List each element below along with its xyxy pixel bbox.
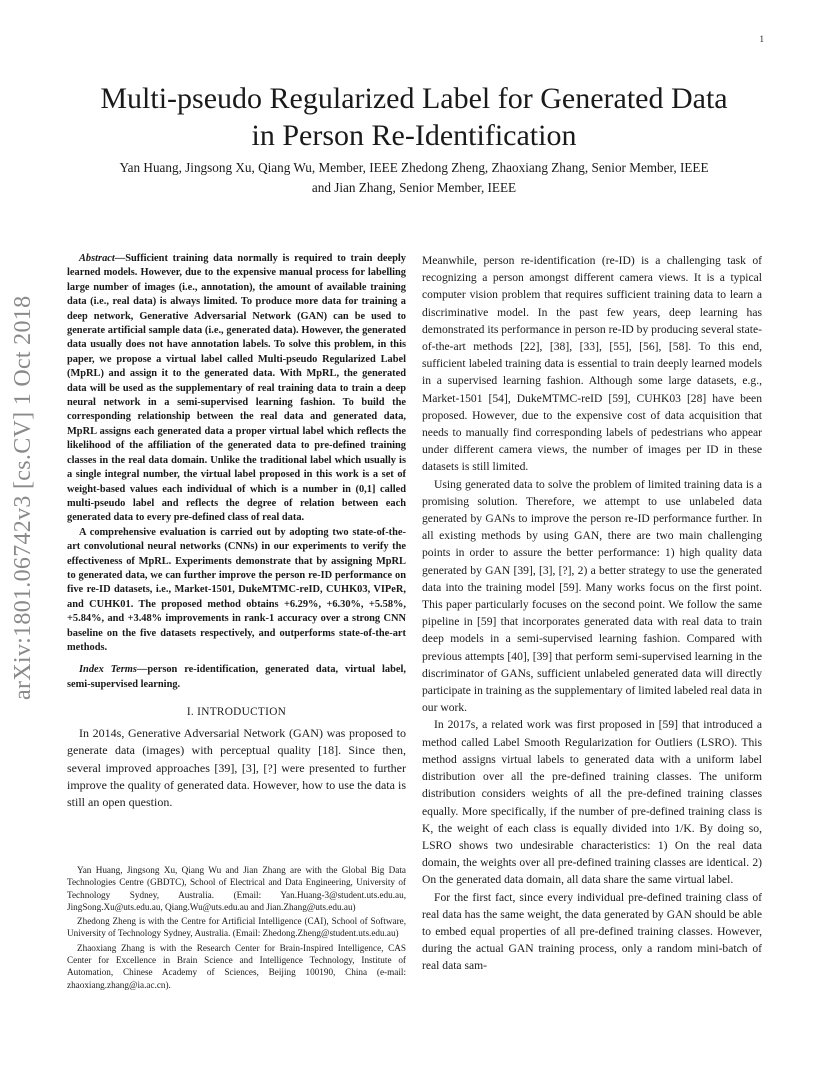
- authors: [40, 158, 788, 198]
- intro-paragraph-left: In 2014s, Generative Adversarial Network (GAN) was proposed to generate data (images) with perceptual quality [18]. Since then, several improved approaches [39], [3], [?] were presented to further improve the quality of generated data. However, how to use the data is still an open question.: [67, 725, 406, 810]
- footnotes: [67, 864, 406, 993]
- abstract-label: Abstract: [79, 253, 115, 264]
- right-paragraph-1: Meanwhile, person re-identification (re-ID) is a challenging task of recognizing a person amongst different camera views. It is a typical computer vision problem that requires sufficient training data to learn a discriminative model. In the past few years, deep learning has demonstrated its performance in person re-ID by producing several state-of-the-art methods [22], [38], [33], [55], [56], [58]. To this end, sufficient labeled training data is essential to train deeply learned models in a supervised learning fashion. Although some large datasets, e.g., Market-1501 [54], DukeMTMC-reID [59], CUHK03 [28] have been proposed. However, due to the expensive cost of data acquisition that needs to manually find corresponding labels of pedestrians who appear under different camera views, the number of images per ID in these datasets is still limited.: [422, 254, 762, 474]
- title-line-2: in Person Re-Identification: [251, 119, 577, 152]
- footnote-2: Zhedong Zheng is with the Centre for Artificial Intelligence (CAI), School of Software, University of Technology Sydney, Australia. (Email: Zhedong.Zheng@student.uts.edu.au): [67, 916, 406, 939]
- authors-line-1: Yan Huang, Jingsong Xu, Qiang Wu, Member, IEEE Zhedong Zheng, Zhaoxiang Zhang, Senior Member, IEEE: [119, 160, 709, 175]
- right-paragraph-3: In 2017s, a related work was first proposed in [59] that introduced a method called Label Smooth Regularization for Outliers (LSRO). This method assigns virtual labels to generated data with a uniform label distribution over all the pre-defined training classes. The uniform distribution considers weights of all the pre-defined training classes equally. More specifically, if the number of pre-defined training class is K, the weight of each class is equally divided into 1/K. By doing so, LSRO shows two undesirable characteristics: 1) On the real data domain, the weights over all pre-defined training classes are identical. 2) On the generated data domain, all data share the same virtual label.: [422, 718, 762, 887]
- right-paragraph-4: For the first fact, since every individual pre-defined training class of real data has the same weight, the data generated by GAN should be able to embed equal properties of all pre-defined training classes. However, during the actual GAN training process, only a random mini-batch of real data sam-: [422, 890, 762, 973]
- authors-line-2: and Jian Zhang, Senior Member, IEEE: [311, 180, 517, 195]
- footnote-1: Yan Huang, Jingsong Xu, Qiang Wu and Jian Zhang are with the Global Big Data Technologies Centre (GBDTC), School of Electrical and Data Engineering, University of Technology Sydney, Australia. (Email: Yan.Huang-3@student.uts.edu.au, JingSong.Xu@uts.edu.au, Qiang.Wu@uts.edu.au and Jian.Zhang@uts.edu.au): [67, 865, 406, 912]
- left-column: [67, 252, 406, 812]
- right-paragraph-2: Using generated data to solve the problem of limited training data is a promising solution. Therefore, we attempt to use unlabeled data generated by GANs to improve the person re-ID performance further. In all existing methods by using GAN, there are two main challenging points in order to assure the better performance: 1) high quality data generated by GAN [39], [3], [?], 2) a better strategy to use the generated data into the training model [59]. Many works focus on the first point. This paper particularly focuses on the second point. We follow the same pipeline in [59] that incorporates generated data with real data to train deep models in a semi-supervised learning fashion. Compared with previous attempts [40], [39] that perform semi-supervised learning in the discriminator of GANs, sufficient unlabeled generated data will directly participate in training as the supplementary of limited labeled real data in our work.: [422, 477, 762, 715]
- section-heading-introduction: I. INTRODUCTION: [186, 706, 287, 719]
- abstract-text-1: —Sufficient training data normally is required to train deeply learned models. However, due to the expensive manual process for labelling large number of images (i.e., annotation), the amount of available training data (i.e., real data) is always limited. To produce more data for training a deep network, Generative Adversarial Network (GAN) can be used to generate artificial sample data (i.e., generated data). However, the generated data usually does not have annotation labels. To solve this problem, in this paper, we propose a virtual label called Multi-pseudo Regularized Label (MpRL) and assign it to the generated data. With MpRL, the generated data will be used as the supplementary of real training data to train a deep neural network in a semi-supervised learning fashion. To build the corresponding relationship between the real data and generated data, MpRL assigns each generated data a proper virtual label which reflects the likelihood of the affiliation of the generated data to pre-defined training classes in the real data domain. Unlike the traditional label which usually is a single integral number, the virtual label proposed in this work is a set of weight-based values each individual of which is a number in (0,1] called multi-pseudo label and reflects the degree of relation between each generated data to every pre-defined class of real data.: [67, 253, 406, 524]
- page-number: 1: [759, 34, 764, 44]
- footnote-3: Zhaoxiang Zhang is with the Research Center for Brain-Inspired Intelligence, CAS Center for Excellence in Brain Science and Intelligence Technology, Institute of Automation, Chinese Academy of Sciences, Beijing 100190, China (e-mail: zhaoxiang.zhang@ia.ac.cn).: [67, 942, 406, 990]
- arxiv-identifier: arXiv:1801.06742v3 [cs.CV] 1 Oct 2018: [10, 295, 36, 700]
- paper-title: [40, 80, 788, 154]
- index-terms-text: —person re-identification, generated data, virtual label, semi-supervised learning.: [67, 664, 406, 690]
- index-terms: [67, 663, 406, 692]
- title-line-1: Multi-pseudo Regularized Label for Generated Data: [100, 82, 728, 115]
- right-column: [422, 252, 762, 975]
- abstract-paragraph-2: A comprehensive evaluation is carried out by adopting two state-of-the-art convolutional neural networks (CNNs) in our experiments to verify the effectiveness of MpRL. Experiments demonstrate that by assigning MpRL to generated data, we can further improve the person re-ID performance on five re-ID datasets, i.e., Market-1501, DukeMTMC-reID, CUHK03, VIPeR, and CUHK01. The proposed method obtains +6.29%, +6.30%, +5.58%, +5.84%, and +3.48% improvements in rank-1 accuracy over a strong CNN baseline on the five datasets respectively, and outperforms state-of-the-art methods.: [67, 526, 406, 653]
- index-terms-label: Index Terms: [79, 664, 137, 676]
- abstract-paragraph-1: [67, 252, 406, 526]
